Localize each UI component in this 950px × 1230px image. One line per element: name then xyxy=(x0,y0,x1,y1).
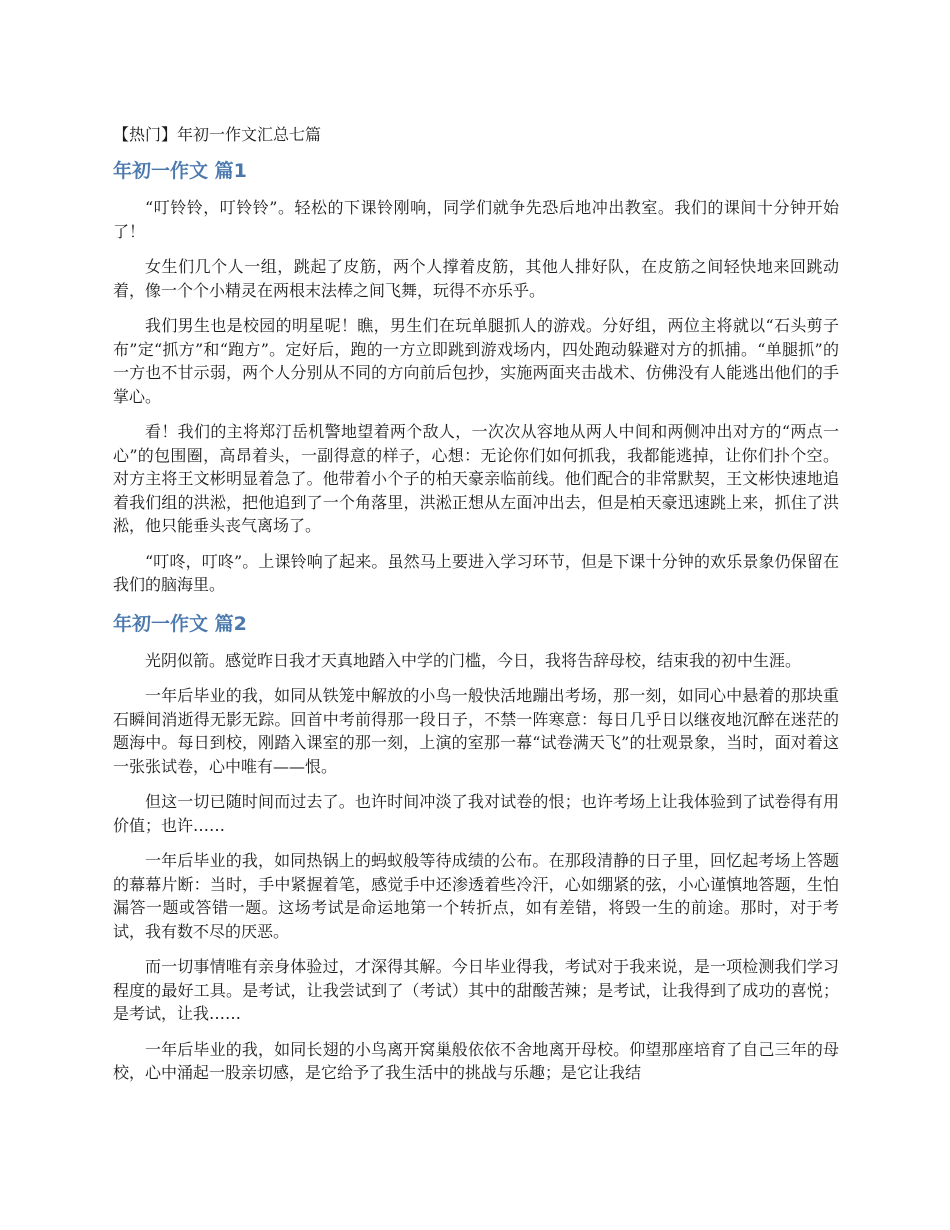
section-1 xyxy=(113,156,839,597)
paragraph: “叮咚，叮咚”。上课铃响了起来。虽然马上要进入学习环节，但是下课十分钟的欢乐景象仍保留在我们的脑海里。 xyxy=(113,551,839,594)
paragraph: 女生们几个人一组，跳起了皮筋，两个人撑着皮筋，其他人排好队，在皮筋之间轻快地来回跳动着，像一个个小精灵在两根末法棒之间飞舞，玩得不亦乐乎。 xyxy=(113,257,839,300)
section-heading: 年初一作文 篇1 xyxy=(113,160,247,182)
paragraph: 而一切事情唯有亲身体验过，才深得其解。今日毕业得我，考试对于我来说，是一项检测我们学习程度的最好工具。是考试，让我尝试到了（考试）其中的甜酸苦辣；是考试，让我得到了成功的喜悦；是考试，让我…… xyxy=(113,957,839,1023)
paragraph: 一年后毕业的我，如同长翅的小鸟离开窝巢般依依不舍地离开母校。仰望那座培育了自己三年的母校，心中涌起一股亲切感，是它给予了我生活中的挑战与乐趣；是它让我结 xyxy=(113,1039,839,1082)
section-heading: 年初一作文 篇2 xyxy=(113,612,247,635)
paragraph: 一年后毕业的我，如同从铁笼中解放的小鸟一般快活地蹦出考场，那一刻，如同心中悬着的那块重石瞬间消逝得无影无踪。回首中考前得那一段日子，不禁一阵寒意：每日几乎日以继夜地沉醉在迷茫的题海中。每日到校，刚踏入课室的那一刻，上演的室那一幕“试卷满天飞”的壮观景象，当时，面对着这一张张试卷，心中唯有——恨。 xyxy=(113,686,839,776)
section-2 xyxy=(113,609,839,1085)
paragraph: 光阴似箭。感觉昨日我才天真地踏入中学的门槛，今日，我将告辞母校，结束我的初中生涯。 xyxy=(145,650,802,670)
paragraph: 一年后毕业的我，如同热锅上的蚂蚁般等待成绩的公布。在那段清静的日子里，回忆起考场上答题的幕幕片断：当时，手中紧握着笔，感觉手中还渗透着些冷汗，心如绷紧的弦，小心谨慎地答题，生怕漏答一题或答错一题。这场考试是命运地第一个转折点，如有差错，将毁一生的前途。那时，对于考试，我有数不尽的厌恶。 xyxy=(113,851,839,941)
paragraph: 但这一切已随时间而过去了。也许时间冲淡了我对试卷的恨；也许考场上让我体验到了试卷得有用价值；也许…… xyxy=(113,792,839,835)
document-title: 【热门】年初一作文汇总七篇 xyxy=(113,125,322,144)
paragraph: 我们男生也是校园的明星呢！瞧，男生们在玩单腿抓人的游戏。分好组，两位主将就以“石头剪子布”定“抓方”和“跑方”。定好后，跑的一方立即跳到游戏场内，四处跑动躲避对方的抓捕。“单腿抓”的一方也不甘示弱，两个人分别从不同的方向前后包抄，实施两面夹击战术、仿佛没有人能逃出他们的手掌心。 xyxy=(113,316,839,406)
paragraph: 看！我们的主将郑汀岳机警地望着两个敌人，一次次从容地从两人中间和两侧冲出对方的“两点一心”的包围圈，高昂着头，一副得意的样子，心想：无论你们如何抓我，我都能逃掉，让你们扑个空。对方主将王文彬明显着急了。他带着小个子的柏天豪亲临前线。他们配合的非常默契，王文彬快速地追着我们组的洪淞，把他追到了一个角落里，洪淞正想从左面冲出去，但是柏天豪迅速跳上来，抓住了洪淞，他只能垂头丧气离场了。 xyxy=(113,422,839,535)
document-page xyxy=(113,122,839,1097)
paragraph: “叮铃铃，叮铃铃”。轻松的下课铃刚响，同学们就争先恐后地冲出教室。我们的课间十分钟开始了！ xyxy=(113,198,839,241)
